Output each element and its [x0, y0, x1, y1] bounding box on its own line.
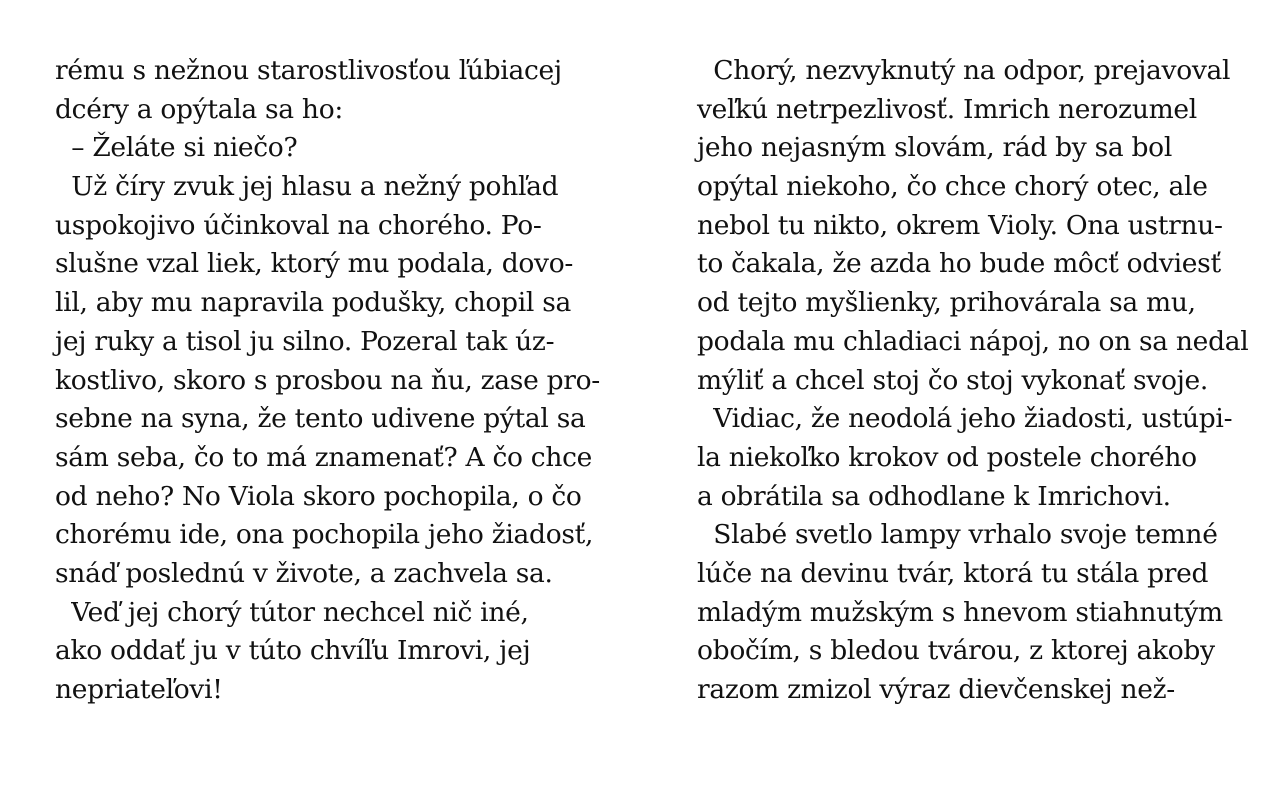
text-line: obočím, s bledou tvárou, z ktorej akoby — [697, 635, 1215, 667]
text-line: podala mu chladiaci nápoj, no on sa nedal — [697, 325, 1249, 357]
text-line: razom zmizol výraz dievčenskej než- — [697, 674, 1175, 705]
text-line: uspokojivo účinkoval na chorého. Po- — [55, 209, 542, 241]
text-line: sám seba, čo to má znamenať? A čo chce — [55, 441, 593, 473]
text-line: Vidiac, že neodolá jeho žiadosti, ustúpi- — [697, 403, 1233, 435]
text-line: lúče na devinu tvár, ktorá tu stála pred — [697, 557, 1209, 589]
text-line: mýliť a chcel stoj čo stoj vykonať svoje. — [697, 364, 1209, 396]
text-line: – Želáte si niečo? — [55, 132, 298, 164]
text-line: sebne na syna, že tento udivene pýtal sa — [55, 403, 586, 435]
text-line: snáď poslednú v živote, a zachvela sa. — [55, 557, 553, 589]
text-line: la niekoľko krokov od postele chorého — [697, 441, 1197, 473]
text-line: Slabé svetlo lampy vrhalo svoje temné — [697, 519, 1218, 551]
right-text-column — [697, 52, 1257, 710]
text-line: Už číry zvuk jej hlasu a nežný pohľad — [55, 171, 559, 203]
text-line: veľkú netrpezlivosť. Imrich nerozumel — [697, 93, 1197, 125]
left-text-column — [55, 52, 615, 710]
text-line: mladým mužským s hnevom stiahnutým — [697, 596, 1223, 628]
text-line: jej ruky a tisol ju silno. Pozeral tak úz- — [55, 325, 555, 357]
text-line: slušne vzal liek, ktorý mu podala, dovo- — [55, 248, 574, 280]
text-line: od tejto myšlienky, prihovárala sa mu, — [697, 287, 1196, 319]
text-line: opýtal niekoho, čo chce chorý otec, ale — [697, 171, 1208, 203]
text-line: jeho nejasným slovám, rád by sa bol — [697, 132, 1173, 164]
text-line: Veď jej chorý tútor nechcel nič iné, — [55, 596, 529, 628]
text-line: ako oddať ju v túto chvíľu Imrovi, jej — [55, 635, 531, 667]
text-line: chorému ide, ona pochopila jeho žiadosť, — [55, 519, 594, 551]
text-line: nepriateľovi! — [55, 674, 223, 705]
text-line: lil, aby mu napravila podušky, chopil sa — [55, 287, 571, 319]
text-line: nebol tu nikto, okrem Violy. Ona ustrnu- — [697, 209, 1223, 241]
text-line: od neho? No Viola skoro pochopila, o čo — [55, 480, 582, 512]
text-line: rému s nežnou starostlivosťou ľúbiacej — [55, 55, 562, 86]
text-line: Chorý, nezvyknutý na odpor, prejavoval — [697, 55, 1231, 86]
text-line: dcéry a opýtala sa ho: — [55, 93, 343, 125]
text-line: a obrátila sa odhodlane k Imrichovi. — [697, 480, 1171, 512]
text-line: kostlivo, skoro s prosbou na ňu, zase pro- — [55, 364, 600, 396]
text-line: to čakala, že azda ho bude môcť odviesť — [697, 248, 1221, 280]
